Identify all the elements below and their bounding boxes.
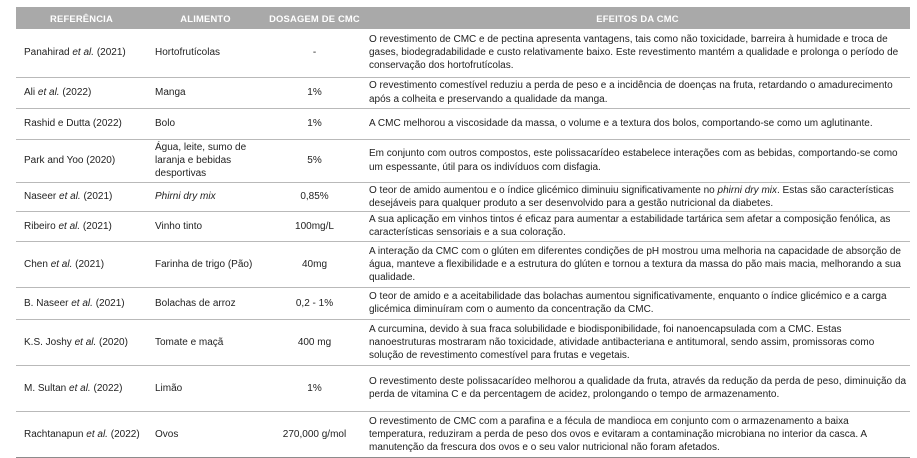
- table-row: [16, 287, 910, 319]
- food-text: Limão: [155, 382, 183, 394]
- reference-cell: [16, 182, 147, 211]
- reference-year: (2022): [59, 86, 92, 98]
- effect-text: O teor de amido e a aceitabilidade das bolachas aumentou significativamente, enquanto o índice glicémico e a carga glicémica diminuíram com o aumento da concentração da CMC.: [369, 291, 887, 316]
- effect-cell: [365, 77, 910, 108]
- table-row: [16, 29, 910, 77]
- food-cell: [147, 77, 264, 108]
- effect-text: A interação da CMC com o glúten em diferentes condições de pH mostrou uma melhoria na capacidade de absorção de água, manteve a flexibilidade e a estrutura do glúten e tornou a textura da massa do pão mais macia, melhorando a sua qualidade.: [369, 245, 901, 283]
- food-text: Farinha de trigo (Pão): [155, 258, 253, 270]
- reference-author: Naseer: [24, 191, 60, 203]
- effect-cell: [365, 29, 910, 77]
- reference-etal: et al.: [72, 47, 95, 59]
- reference-cell: [16, 241, 147, 287]
- reference-year: (2021): [92, 297, 125, 309]
- reference-author: Chen: [24, 258, 51, 270]
- table-row: [16, 108, 910, 139]
- reference-cell: [16, 108, 147, 139]
- food-text: Tomate e maçã: [155, 336, 224, 348]
- effect-cell: [365, 411, 910, 457]
- food-cell: [147, 139, 264, 182]
- table-row: [16, 139, 910, 182]
- food-cell: [147, 287, 264, 319]
- effect-text: O revestimento de CMC e de pectina apresenta vantagens, tais como não toxicidade, barreira à humidade e troca de gases, biodegradabilidade e custo relativamente baixo. Este revestimento mantém a qualidade e prolonga o período de conservação dos hortofrutícolas.: [369, 33, 899, 72]
- effect-cell: [365, 241, 910, 287]
- dose-cell: 400 mg: [264, 319, 365, 365]
- food-text: Bolachas de arroz: [155, 297, 236, 309]
- header-alimento: ALIMENTO: [147, 7, 264, 29]
- table-row: [16, 319, 910, 365]
- effect-text: O revestimento deste polissacarídeo melhorou a qualidade da fruta, através da redução da perda de peso, diminuição da perda de vitamina C e da percentagem de acidez, prolongando o tempo de armazenamento.: [369, 376, 907, 401]
- dose-cell: 270,000 g/mol: [264, 411, 365, 457]
- food-text: Ovos: [155, 428, 179, 440]
- reference-author: Ribeiro: [24, 220, 59, 232]
- table-row: [16, 411, 910, 457]
- dose-cell: 1%: [264, 108, 365, 139]
- effect-text: A curcumina, devido à sua fraca solubilidade e biodisponibilidade, foi nanoencapsulada com a CMC. Estas nanoestruturas mostraram não toxicidade, atividade antibacteriana e antitumoral, sendo assim, promissoras como solução de revestimento comestível para frutas e vegetais.: [369, 323, 875, 361]
- dose-cell: 40mg: [264, 241, 365, 287]
- dose-cell: 0,2 - 1%: [264, 287, 365, 319]
- effect-cell: [365, 139, 910, 182]
- reference-cell: [16, 365, 147, 411]
- food-text: Água, leite, sumo de laranja e bebidas desportivas: [155, 141, 247, 180]
- food-text: Bolo: [155, 117, 176, 129]
- reference-year: (2022): [90, 382, 123, 394]
- table-row: [16, 211, 910, 241]
- reference-year: (2022): [107, 428, 140, 440]
- dose-cell: 100mg/L: [264, 211, 365, 241]
- header-referencia: REFERÊNCIA: [16, 7, 147, 29]
- reference-etal: et al.: [74, 336, 97, 348]
- reference-year: (2021): [80, 191, 113, 203]
- dose-cell: 1%: [264, 77, 365, 108]
- table-row: [16, 182, 910, 211]
- food-text: Hortofrutícolas: [155, 47, 221, 59]
- effect-text: O teor de amido aumentou e o índice glicémico diminuiu significativamente no: [369, 184, 718, 196]
- reference-etal: et al.: [86, 428, 108, 440]
- table-row: [16, 77, 910, 108]
- header-dosagem: DOSAGEM DE CMC: [264, 7, 365, 29]
- reference-author: Ali: [24, 86, 38, 98]
- food-cell: [147, 182, 264, 211]
- reference-author: B. Naseer: [24, 297, 72, 309]
- reference-cell: [16, 287, 147, 319]
- effect-cell: [365, 108, 910, 139]
- effect-text: A sua aplicação em vinhos tintos é eficaz para aumentar a estabilidade tartárica sem afetar a composição fenólica, as características sensoriais e a sua coloração.: [369, 214, 891, 239]
- reference-etal: et al.: [71, 297, 93, 309]
- effect-cell: [365, 287, 910, 319]
- reference-year: (2021): [94, 47, 126, 59]
- reference-author: Park and Yoo (2020): [24, 154, 116, 166]
- effect-cell: [365, 365, 910, 411]
- dose-cell: 5%: [264, 139, 365, 182]
- reference-year: (2021): [80, 220, 112, 232]
- effect-text: A CMC melhorou a viscosidade da massa, o volume e a textura dos bolos, comportando-se como um aglutinante.: [369, 117, 873, 129]
- food-cell: [147, 29, 264, 77]
- reference-cell: [16, 319, 147, 365]
- effect-text-end: . Estas são características desejáveis para qualquer produto a ser desenvolvido para a gestão nutricional da diabetes.: [369, 184, 894, 209]
- table-row: [16, 241, 910, 287]
- effect-text: O revestimento de CMC com a parafina e a fécula de mandioca em conjunto com o armazenamento a baixa temperatura, reduziram a perda de peso dos ovos e evitaram a contaminação microbiana no interior da casca. A manutenção da frescura dos ovos e o seu valor nutricional não foram afetados.: [369, 415, 867, 453]
- reference-etal: et al.: [37, 86, 60, 98]
- effect-cell: [365, 211, 910, 241]
- effect-text: Em conjunto com outros compostos, este polissacarídeo estabelece interações com as bebidas, comportando-se como um espessante, útil para os indivíduos com disfagia.: [369, 148, 898, 173]
- reference-cell: [16, 139, 147, 182]
- reference-author: M. Sultan: [24, 382, 70, 394]
- effect-text: O revestimento comestível reduziu a perda de peso e a incidência de doenças na fruta, retardando o amadurecimento após a colheita e preservando a qualidade da manga.: [369, 80, 893, 105]
- reference-etal: et al.: [50, 258, 73, 270]
- reference-author: Rachtanapun: [24, 428, 87, 440]
- cmc-effects-table: [16, 7, 910, 458]
- food-text: Vinho tinto: [155, 220, 203, 232]
- reference-cell: [16, 77, 147, 108]
- effect-cell: [365, 319, 910, 365]
- reference-author: Rashid e Dutta (2022): [24, 117, 122, 129]
- food-cell: [147, 365, 264, 411]
- reference-cell: [16, 411, 147, 457]
- header-efeitos: EFEITOS DA CMC: [365, 7, 910, 29]
- reference-etal: et al.: [58, 220, 81, 232]
- dose-cell: 0,85%: [264, 182, 365, 211]
- reference-year: (2021): [72, 258, 105, 270]
- food-text: Manga: [155, 86, 186, 98]
- reference-author: K.S. Joshy: [24, 336, 75, 348]
- food-cell: [147, 411, 264, 457]
- reference-author: Panahirad: [24, 47, 73, 59]
- reference-etal: et al.: [59, 191, 81, 203]
- food-cell: [147, 211, 264, 241]
- dose-cell: -: [264, 29, 365, 77]
- reference-cell: [16, 211, 147, 241]
- table-row: [16, 365, 910, 411]
- reference-year: (2020): [96, 336, 128, 348]
- food-cell: [147, 241, 264, 287]
- table-header-row: [16, 7, 910, 29]
- food-cell: [147, 319, 264, 365]
- effect-cell: [365, 182, 910, 211]
- food-text-italic: Phirni dry mix: [155, 191, 216, 203]
- effect-text-italic: phirni dry mix: [717, 184, 777, 196]
- reference-etal: et al.: [69, 382, 91, 394]
- food-cell: [147, 108, 264, 139]
- dose-cell: 1%: [264, 365, 365, 411]
- reference-cell: [16, 29, 147, 77]
